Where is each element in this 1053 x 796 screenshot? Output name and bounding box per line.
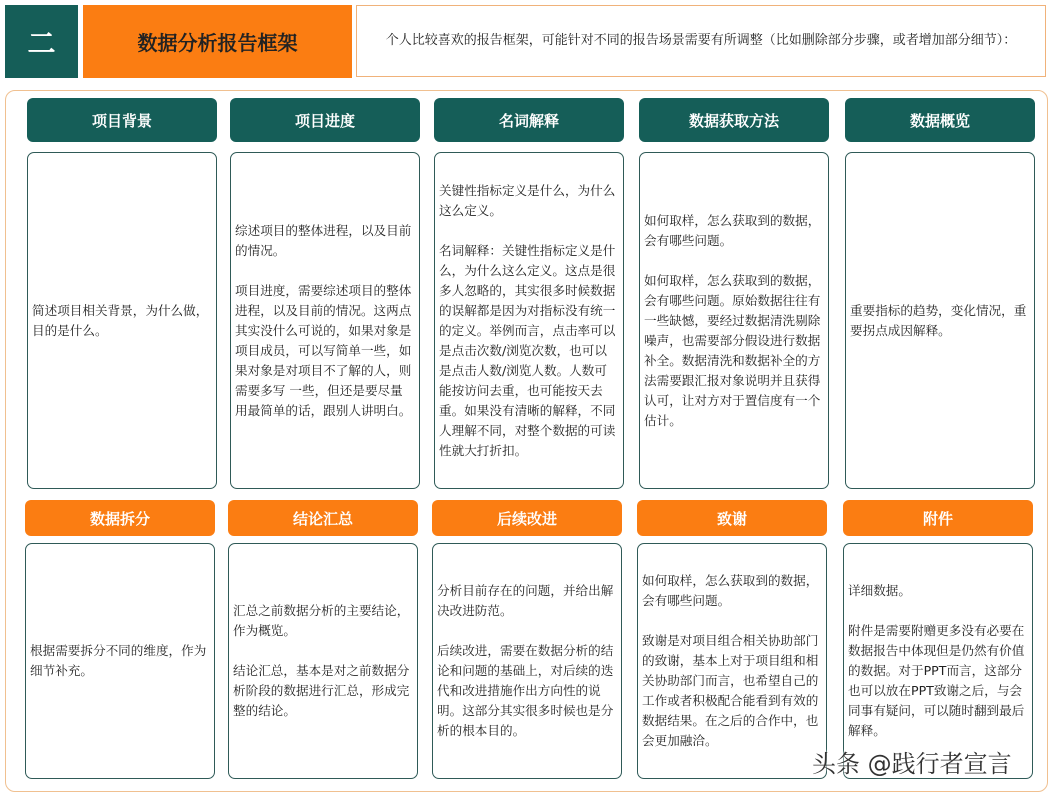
- watermark: 头条 @践行者宣言: [812, 750, 1012, 778]
- project-background-description: 简述项目相关背景，为什么做，目的是什么。: [27, 152, 217, 489]
- project-progress-header: 项目进度: [230, 98, 420, 142]
- glossary-header: 名词解释: [434, 98, 624, 142]
- follow-up-improvement-description: 分析目前存在的问题，并给出解决改进防范。 后续改进，需要在数据分析的结论和问题的基础上，对后续的迭代和改进措施作出方向性的说明。这部分其实很多时候也是分析的根本目的。: [432, 543, 622, 779]
- acknowledgement-header: 致谢: [637, 500, 827, 536]
- follow-up-improvement-header: 后续改进: [432, 500, 622, 536]
- data-breakdown-header: 数据拆分: [25, 500, 215, 536]
- section-number: 二: [5, 5, 78, 78]
- data-breakdown-description: 根据需要拆分不同的维度，作为细节补充。: [25, 543, 215, 779]
- section-title: 数据分析报告框架: [83, 5, 352, 78]
- appendix-description: 详细数据。 附件是需要附赠更多没有必要在数据报告中体现但是仍然有价值的数据。对于PPT而言，这部分也可以放在PPT致谢之后，与会同事有疑问，可以随时翻到最后解释。: [843, 543, 1033, 779]
- glossary-description: 关键性指标定义是什么，为什么这么定义。 名词解释：关键性指标定义是什么，为什么这么定义。这点是很多人忽略的，其实很多时候数据的误解都是因为对指标没有统一的定义。举例而言，点击率可以是点击次数/浏览次数，也可以是点击人数/浏览人数。人数可能按访问去重，也可能按天去重。如果没有清晰的解释，不同人理解不同，对整个数据的可读性就大打折扣。: [434, 152, 624, 489]
- appendix-header: 附件: [843, 500, 1033, 536]
- project-background-header: 项目背景: [27, 98, 217, 142]
- project-progress-description: 综述项目的整体进程，以及目前的情况。 项目进度，需要综述项目的整体进程，以及目前的情况。这两点其实没什么可说的，如果对象是项目成员，可以写简单一些，如果对象是对项目不了解的人，则需要多写 一些，但还是要尽量用最简单的话，跟别人讲明白。: [230, 152, 420, 489]
- conclusion-summary-description: 汇总之前数据分析的主要结论，作为概览。 结论汇总，基本是对之前数据分析阶段的数据进行汇总，形成完整的结论。: [228, 543, 418, 779]
- data-acquisition-description: 如何取样，怎么获取到的数据，会有哪些问题。 如何取样，怎么获取到的数据，会有哪些问题。原始数据往往有一些缺憾，要经过数据清洗剔除噪声，也需要部分假设进行数据补全。数据清洗和数据补全的方法需要跟汇报对象说明并且获得认可，让对方对于置信度有一个估计。: [639, 152, 829, 489]
- data-overview-description: 重要指标的趋势，变化情况，重要拐点成因解释。: [845, 152, 1035, 489]
- data-acquisition-header: 数据获取方法: [639, 98, 829, 142]
- acknowledgement-description: 如何取样，怎么获取到的数据，会有哪些问题。 致谢是对项目组合相关协助部门的致谢，基本上对于项目组和相关协助部门而言，也希望自己的工作或者积极配合能看到有效的数据结果。在之后的合作中，也会更加融洽。: [637, 543, 827, 779]
- data-overview-header: 数据概览: [845, 98, 1035, 142]
- section-description: 个人比较喜欢的报告框架，可能针对不同的报告场景需要有所调整（比如删除部分步骤，或者增加部分细节）：: [356, 5, 1046, 77]
- conclusion-summary-header: 结论汇总: [228, 500, 418, 536]
